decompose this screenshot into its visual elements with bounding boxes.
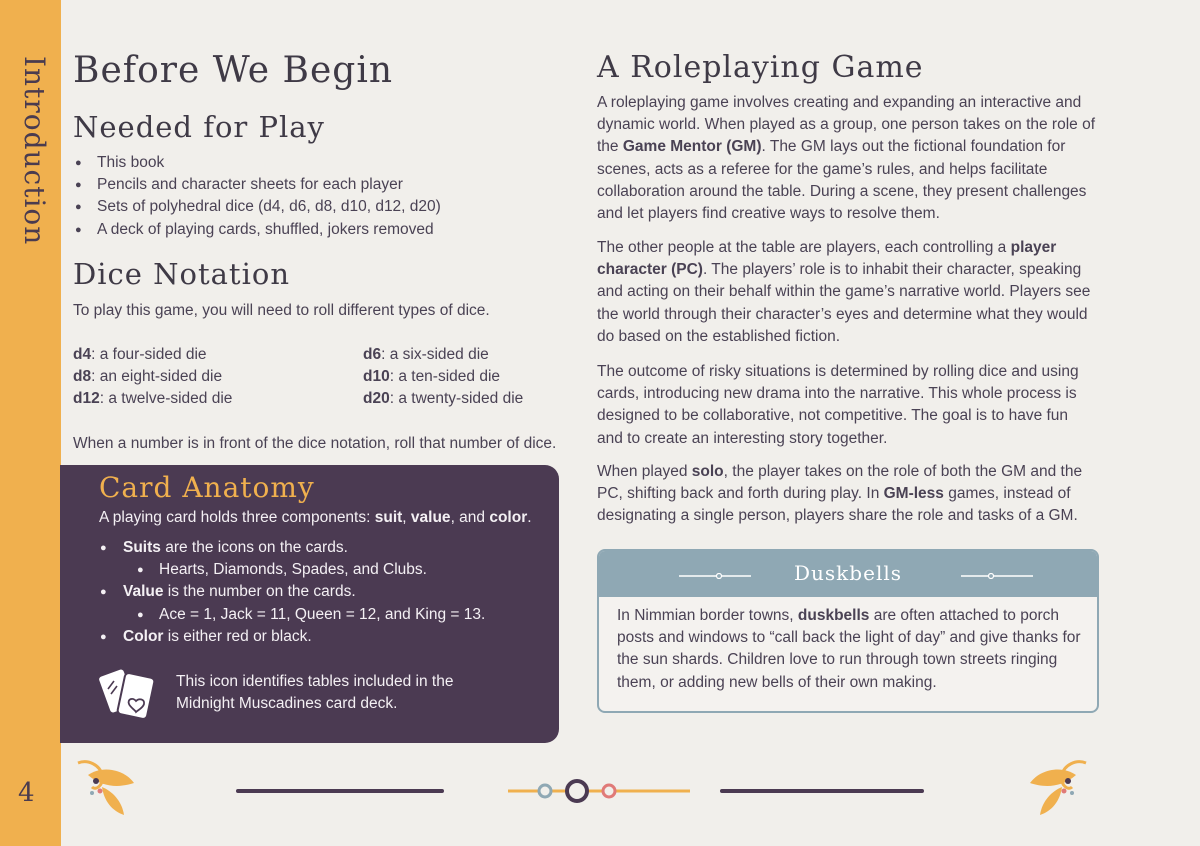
para-text: . The GM lays out the fictional foundation for scenes, acts as a referee for the game’s rules, and helps facilitate collaboration around the table. During a scene, they present challenges and let players find creative ways to resolve them. [597, 138, 1087, 223]
list-item: ● Ace = 1, Jack = 11, Queen = 12, and King = 13. [99, 604, 485, 626]
para-text: games, instead of designating a single person, players share the role and tasks of a GM. [597, 485, 1078, 525]
list-item: ● A deck of playing cards, shuffled, jokers removed [73, 219, 441, 241]
dice-desc: : a twenty-sided die [389, 390, 524, 408]
term-color: Color [123, 627, 164, 645]
para-text: . The players’ role is to inhabit their character, speaking and acting on their behalf within the game’s narrative world. Players see the world through their character’s eyes and determine what they would do based on the established fiction. [597, 261, 1091, 345]
card-anatomy-heading: Card Anatomy [99, 471, 315, 504]
intro-bold-value: value [410, 509, 451, 526]
dice-table [73, 344, 573, 411]
dice-desc: : a six-sided die [381, 346, 489, 363]
intro-text: A playing card holds three components: [99, 509, 375, 526]
sidebar-tab [0, 0, 61, 846]
leaf-flourish-icon [1030, 762, 1086, 815]
playing-cards-icon [99, 661, 159, 723]
term-value: Value [123, 583, 164, 601]
list-item [99, 537, 485, 559]
dice-entry [363, 366, 573, 388]
duskbells-header [599, 551, 1097, 597]
para-text: The other people at the table are players, each controlling a [597, 239, 1011, 256]
rpg-heading: A Roleplaying Game [597, 50, 924, 85]
intro-sep: , and [450, 509, 490, 526]
value-text: is the number on the cards. [163, 583, 356, 601]
dice-term: d8 [73, 368, 92, 386]
intro-bold-suit: suit [374, 509, 403, 526]
para-text: , the player takes on the role of both the GM and the PC, shifting back and forth during play. In [597, 463, 1083, 503]
intro-sep: , [402, 509, 411, 526]
needed-list [73, 152, 441, 241]
duskbells-title: Duskbells [794, 561, 902, 585]
para-text: are often attached to porch posts and windows to “call back the light of day” and give thanks for the sun shards. Children love to run through town streets ringing them, or adding new bells of their own making. [617, 607, 1081, 691]
list-item [99, 626, 485, 648]
rpg-paragraph [597, 237, 1097, 348]
dice-intro: To play this game, you will need to roll different types of dice. [73, 302, 490, 319]
para-text: A roleplaying game involves creating and expanding an interactive and dynamic world. When played as a group, one person takes on the role of the [597, 94, 1096, 156]
duskbells-text [617, 605, 1087, 694]
dice-term: d6 [363, 346, 382, 363]
leaf-flourish-icon [78, 762, 134, 815]
divider-dots-icon [508, 781, 690, 801]
list-item: ● This book [73, 152, 441, 174]
dice-entry [73, 344, 363, 366]
dice-term: d20 [363, 390, 390, 408]
rpg-paragraph [597, 461, 1097, 528]
dice-entry [73, 366, 363, 388]
dice-row [73, 388, 573, 410]
dice-heading: Dice Notation [73, 257, 290, 291]
card-anatomy-list [99, 537, 485, 648]
dice-term: d4 [73, 346, 92, 363]
note-line: This icon identifies tables included in the [176, 673, 454, 690]
dice-desc: : a ten-sided die [389, 368, 501, 386]
rpg-paragraph [597, 92, 1097, 225]
rpg-paragraph: The outcome of risky situations is determined by rolling dice and using cards, introducing new drama into the narrative. This whole process is designed to be collaborative, not competitive. The goal is to have fun and to create an interesting story together. [597, 363, 1079, 447]
suits-text: are the icons on the cards. [160, 539, 348, 556]
term-duskbells: duskbells [797, 607, 870, 624]
needed-heading: Needed for Play [73, 110, 325, 144]
term-suits: Suits [123, 539, 161, 556]
intro-end: . [527, 509, 532, 526]
list-item [99, 581, 485, 603]
dice-row [73, 366, 573, 388]
dice-desc: : a four-sided die [91, 346, 207, 363]
dice-entry [363, 388, 573, 410]
page-number: 4 [18, 778, 35, 808]
intro-bold-color: color [489, 509, 528, 526]
footer-ornament [0, 745, 1200, 845]
list-item: ● Sets of polyhedral dice (d4, d6, d8, d10, d12, d20) [73, 196, 441, 218]
card-icon-note [176, 671, 453, 715]
note-line: Midnight Muscadines card deck. [176, 695, 398, 713]
dice-outro: When a number is in front of the dice notation, roll that number of dice. [73, 435, 557, 452]
term-solo: solo [691, 463, 724, 480]
card-anatomy-box [60, 465, 559, 743]
para-text: In Nimmian border towns, [617, 607, 798, 624]
para-text: When played [597, 463, 692, 480]
term-gm: Game Mentor (GM) [622, 138, 762, 156]
dice-row [73, 344, 573, 366]
term-gm-less: GM-less [883, 485, 944, 503]
section-title: Introduction [18, 56, 51, 246]
line-ornament-icon [961, 573, 1033, 579]
duskbells-box [597, 549, 1099, 713]
list-item: ● Hearts, Diamonds, Spades, and Clubs. [99, 559, 485, 581]
dice-entry [73, 388, 363, 410]
dice-term: d10 [363, 368, 390, 386]
page-title: Before We Begin [73, 50, 394, 91]
dice-term: d12 [73, 390, 100, 408]
color-text: is either red or black. [163, 627, 312, 645]
list-item: ● Pencils and character sheets for each player [73, 174, 441, 196]
dice-entry [363, 344, 573, 366]
dice-desc: : an eight-sided die [91, 368, 223, 386]
dice-desc: : a twelve-sided die [99, 390, 233, 408]
card-anatomy-intro [99, 507, 532, 529]
term-pc: player character (PC) [597, 239, 1057, 279]
